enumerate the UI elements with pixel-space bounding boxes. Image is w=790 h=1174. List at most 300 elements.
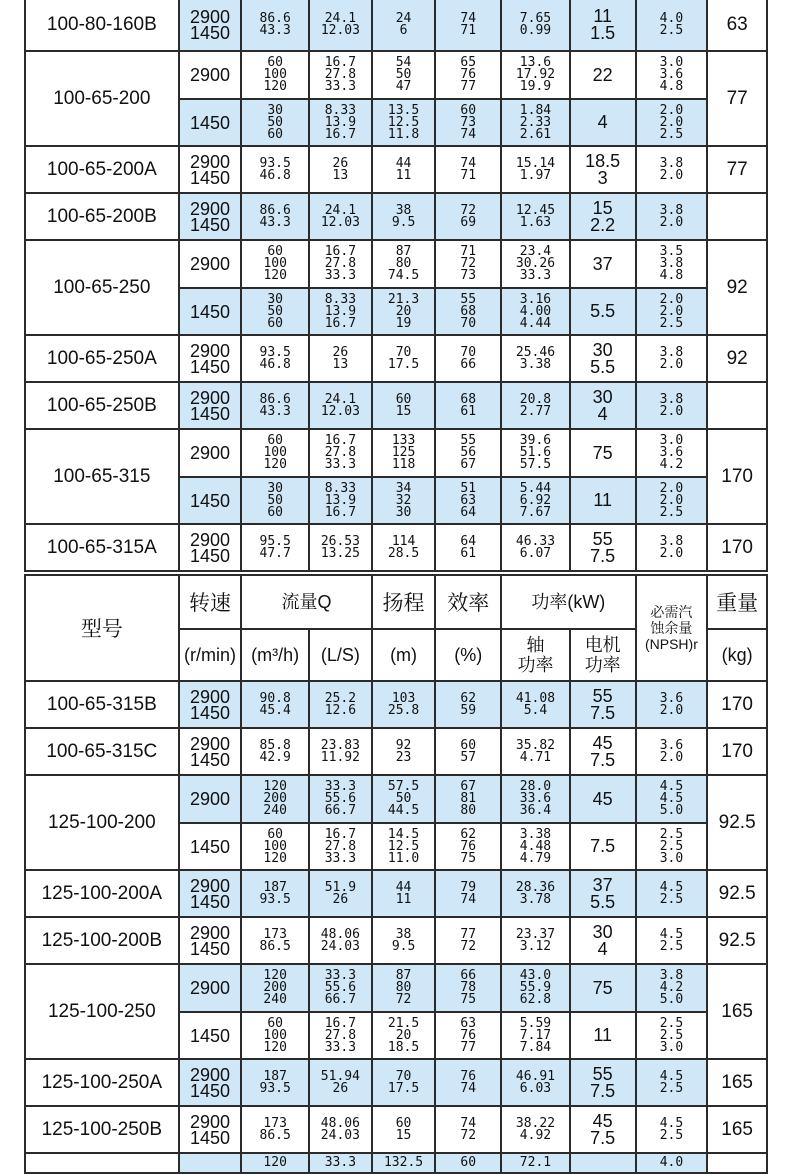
cell-value: 4.0 (659, 11, 684, 26)
cell-value: 1450 (189, 1025, 230, 1046)
npsh-cell (636, 681, 708, 728)
cell-value: 7.17 (519, 1027, 552, 1043)
cell-value: 33.3 (324, 1039, 357, 1055)
cell-value: 60 (460, 737, 477, 753)
head-cell (372, 240, 436, 288)
model-cell: 100-65-250A (25, 335, 179, 382)
cell-value: 77 (460, 79, 477, 94)
model-cell: 125-100-250 (25, 964, 179, 1059)
cell-value: 46.8 (259, 356, 291, 372)
table-row (25, 382, 767, 429)
header-shaft-power-line: 轴 (526, 635, 545, 655)
cell-value: 5.0 (659, 803, 684, 818)
cell-value: 2.5 (659, 1080, 684, 1096)
cell-value: 2900 (189, 733, 230, 754)
cell-value: 30 (592, 339, 613, 360)
cell-value: 120 (263, 1155, 287, 1170)
cell-value: 133 (391, 433, 416, 448)
header-power: 功率(kW) (501, 575, 635, 629)
cell-value: 1450 (189, 214, 231, 235)
cell-value: 74 (460, 155, 477, 171)
cell-value: 7.5 (590, 1080, 616, 1101)
table-row (25, 964, 767, 1012)
npsh-cell (636, 240, 708, 288)
cell-value: 187 (263, 879, 287, 895)
flow-m3h-cell (241, 1153, 309, 1173)
pump-performance-table-bottom (24, 574, 768, 1174)
cell-value: 50 (267, 114, 284, 130)
motor-power-cell (570, 146, 636, 193)
efficiency-cell (435, 51, 501, 99)
speed-cell (179, 917, 242, 964)
cell-value: 7.84 (519, 1039, 552, 1055)
cell-value: 50 (395, 791, 412, 806)
cell-value: 4.92 (519, 1127, 552, 1143)
cell-value: 27.8 (324, 1027, 357, 1043)
motor-power-cell (570, 288, 636, 335)
motor-power-cell (570, 193, 636, 240)
cell-value: 44 (395, 879, 412, 895)
cell-value: 3.8 (659, 344, 684, 360)
weight-cell: 165 (707, 964, 767, 1059)
efficiency-cell (435, 775, 501, 823)
cell-value: 19 (395, 315, 412, 331)
head-cell (372, 477, 436, 524)
head-cell (372, 964, 436, 1012)
header-flow-unit-m3h: (m³/h) (241, 629, 309, 681)
cell-value: 11 (593, 490, 613, 510)
cell-value: 132.5 (383, 1155, 424, 1170)
flow-m3h-cell (241, 1106, 309, 1153)
flow-m3h-cell (241, 51, 309, 99)
cell-value: 16.7 (324, 244, 357, 259)
weight-cell: 92 (707, 335, 767, 382)
cell-value: 67 (460, 457, 477, 472)
cell-value: 28.0 (519, 779, 552, 794)
head-cell (372, 193, 436, 240)
motor-power-cell (570, 524, 636, 571)
head-cell (372, 681, 436, 728)
head-cell (372, 524, 436, 571)
flow-m3h-cell (241, 382, 309, 429)
npsh-cell (636, 823, 708, 870)
cell-value: 13.6 (519, 55, 552, 70)
cell-value: 43.3 (259, 23, 291, 38)
table-row (25, 1059, 767, 1106)
npsh-cell (636, 51, 708, 99)
cell-value: 1450 (189, 545, 231, 566)
cell-value: 3.6 (659, 737, 684, 753)
cell-value: 60 (267, 1015, 283, 1031)
speed-cell (179, 477, 242, 524)
model-cell: 100-65-315A (25, 524, 179, 571)
cell-value: 24.1 (324, 202, 357, 218)
speed-cell (179, 0, 242, 51)
cell-value: 55 (460, 291, 477, 307)
efficiency-cell (435, 870, 501, 917)
cell-value: 51.94 (320, 1068, 360, 1084)
cell-value: 3.38 (519, 826, 552, 842)
cell-value: 2900 (189, 198, 231, 219)
cell-value: 33.6 (519, 791, 552, 806)
cell-value: 72 (460, 202, 477, 218)
cell-value: 12.03 (320, 214, 360, 230)
cell-value: 2.0 (659, 403, 684, 419)
cell-value: 3.78 (519, 891, 552, 907)
cell-value: 5.5 (590, 891, 616, 912)
efficiency-cell (435, 1012, 501, 1059)
npsh-cell (636, 870, 708, 917)
cell-value: 100 (263, 1027, 287, 1043)
cell-value: 1450 (189, 938, 230, 959)
cell-value: 30 (592, 386, 613, 407)
cell-value: 1450 (189, 1127, 230, 1148)
cell-value: 100 (263, 838, 287, 854)
cell-value: 8.33 (324, 291, 357, 307)
flow-ls-cell (309, 917, 372, 964)
model-cell: 100-65-315C (25, 728, 179, 775)
cell-value: 120 (263, 1039, 287, 1055)
flow-ls-cell (309, 524, 372, 571)
cell-value: 3.8 (659, 155, 684, 171)
flow-ls-cell (309, 681, 372, 728)
cell-value: 4.71 (519, 749, 552, 765)
cell-value: 100 (263, 67, 287, 82)
flow-m3h-cell (241, 429, 309, 477)
cell-value: 45 (592, 1110, 613, 1131)
cell-value: 38 (395, 202, 412, 218)
cell-value: 72 (460, 938, 477, 954)
cell-value: 11 (395, 167, 412, 183)
head-cell (372, 1059, 436, 1106)
table-row (25, 775, 767, 823)
header-npsh-line: (NPSH)r (644, 636, 698, 652)
shaft-power-cell (501, 335, 570, 382)
motor-power-cell (570, 99, 636, 146)
header-head: 扬程 (372, 575, 436, 629)
model-cell: 125-100-250A (25, 1059, 179, 1106)
cell-value: 187 (263, 1068, 287, 1084)
cell-value: 11.92 (320, 749, 360, 765)
cell-value: 18.5 (585, 150, 621, 171)
cell-value: 27.8 (324, 67, 357, 82)
cell-value: 5.5 (590, 356, 616, 377)
speed-cell (179, 51, 242, 99)
flow-m3h-cell (241, 870, 309, 917)
cell-value: 16.7 (324, 433, 357, 448)
shaft-power-cell (501, 1153, 570, 1173)
cell-value: 2.5 (659, 938, 684, 954)
cell-value: 4.5 (659, 1115, 684, 1131)
cell-value: 173 (263, 926, 287, 942)
cell-value: 114 (391, 533, 416, 549)
cell-value: 74 (460, 1080, 477, 1096)
cell-value: 1.5 (590, 23, 616, 43)
cell-value: 43.3 (259, 403, 291, 419)
cell-value: 80 (395, 256, 412, 271)
header-efficiency: 效率 (435, 575, 501, 629)
cell-value: 50 (267, 492, 284, 508)
cell-value: 4 (597, 112, 608, 132)
cell-value: 3.8 (659, 256, 684, 271)
shaft-power-cell (501, 870, 570, 917)
weight-cell: 92 (707, 240, 767, 335)
motor-power-cell (570, 1106, 636, 1153)
motor-power-cell (570, 775, 636, 823)
cell-value: 68 (460, 391, 477, 407)
cell-value: 8.33 (324, 102, 357, 118)
shaft-power-cell (501, 1106, 570, 1153)
cell-value: 70 (395, 1068, 412, 1084)
cell-value: 15.14 (515, 155, 556, 171)
cell-value: 18.5 (387, 1039, 420, 1055)
cell-value: 120 (263, 457, 287, 472)
table-row (25, 524, 767, 571)
cell-value: 28.36 (515, 879, 556, 895)
cell-value: 24.1 (324, 11, 357, 26)
cell-value: 4.5 (659, 791, 684, 806)
speed-cell (179, 335, 242, 382)
cell-value: 3.6 (659, 690, 684, 706)
cell-value: 2900 (189, 875, 230, 896)
cell-value: 59 (460, 702, 477, 718)
efficiency-cell (435, 382, 501, 429)
cell-value: 6 (399, 23, 408, 38)
cell-value: 4.5 (659, 926, 684, 942)
head-cell (372, 728, 436, 775)
flow-m3h-cell (241, 823, 309, 870)
npsh-cell (636, 288, 708, 335)
head-cell (372, 429, 436, 477)
efficiency-cell (435, 99, 501, 146)
shaft-power-cell (501, 288, 570, 335)
cell-value: 56 (460, 445, 477, 460)
cell-value: 9.5 (391, 938, 416, 954)
cell-value: 47 (395, 79, 412, 94)
cell-value: 30 (267, 102, 284, 118)
cell-value: 34 (395, 480, 412, 496)
motor-power-cell (570, 429, 636, 477)
cell-value: 46.91 (515, 1068, 556, 1084)
cell-value: 1450 (189, 23, 231, 43)
cell-value: 30 (267, 291, 284, 307)
speed-cell (179, 823, 242, 870)
cell-value: 4.2 (659, 980, 684, 995)
flow-m3h-cell (241, 288, 309, 335)
cell-value: 2900 (189, 789, 230, 809)
cell-value: 4.5 (659, 1068, 684, 1084)
header-motor-power (570, 629, 636, 681)
cell-value: 55.6 (324, 980, 357, 995)
cell-value: 13.5 (387, 102, 420, 118)
cell-value: 57.5 (519, 457, 552, 472)
table-row (25, 240, 767, 288)
cell-value: 2.5 (659, 1015, 684, 1031)
cell-value: 2.77 (519, 403, 552, 419)
cell-value: 46.8 (259, 167, 291, 183)
cell-value: 60 (267, 433, 284, 448)
cell-value: 240 (263, 803, 287, 818)
cell-value: 28.5 (387, 545, 420, 561)
shaft-power-cell (501, 823, 570, 870)
flow-m3h-cell (241, 775, 309, 823)
cell-value: 2900 (189, 7, 231, 27)
shaft-power-cell (501, 146, 570, 193)
cell-value: 75 (592, 442, 613, 463)
speed-cell (179, 1153, 242, 1173)
motor-power-cell (570, 0, 636, 51)
cell-value: 2.0 (659, 214, 684, 230)
cell-value: 103 (391, 690, 416, 706)
head-cell (372, 382, 436, 429)
weight-cell: 170 (707, 681, 767, 728)
cell-value: 7.5 (590, 1127, 616, 1148)
cell-value: 16.7 (324, 55, 357, 70)
cell-value: 55 (592, 528, 613, 549)
cell-value: 93.5 (259, 1080, 291, 1096)
cell-value: 74 (460, 891, 477, 907)
cell-value: 90.8 (259, 690, 291, 706)
table-row (25, 1106, 767, 1153)
npsh-cell (636, 1012, 708, 1059)
shaft-power-cell (501, 1012, 570, 1059)
flow-m3h-cell (241, 1059, 309, 1106)
weight-cell: 77 (707, 51, 767, 146)
motor-power-cell (570, 870, 636, 917)
cell-value: 60 (460, 1155, 477, 1170)
npsh-cell (636, 146, 708, 193)
flow-ls-cell (309, 382, 372, 429)
cell-value: 55 (460, 433, 477, 448)
efficiency-cell (435, 917, 501, 964)
motor-power-cell (570, 917, 636, 964)
weight-cell: 165 (707, 1106, 767, 1153)
model-cell: 100-80-160B (25, 0, 179, 51)
weight-cell: 92.5 (707, 917, 767, 964)
speed-cell (179, 1012, 242, 1059)
model-cell: 100-65-250B (25, 382, 179, 429)
cell-value: 1450 (189, 490, 231, 511)
header-shaft-power (501, 629, 570, 681)
cell-value: 1450 (189, 702, 230, 723)
flow-ls-cell (309, 823, 372, 870)
cell-value: 1.84 (519, 102, 552, 118)
cell-value: 69 (460, 214, 477, 230)
shaft-power-cell (501, 477, 570, 524)
cell-value: 2.5 (659, 826, 684, 842)
speed-cell (179, 1059, 242, 1106)
cell-value: 8.33 (324, 480, 357, 496)
cell-value: 66 (460, 968, 477, 983)
cell-value: 87 (395, 968, 412, 983)
cell-value: 65 (460, 55, 477, 70)
efficiency-cell (435, 335, 501, 382)
cell-value: 26 (332, 344, 349, 360)
cell-value: 11.8 (387, 126, 420, 142)
header-motor-power-line: 功率 (584, 655, 621, 675)
head-cell (372, 775, 436, 823)
cell-value: 63 (460, 492, 477, 508)
shaft-power-cell (501, 193, 570, 240)
cell-value: 24.03 (320, 938, 360, 954)
cell-value: 80 (460, 803, 477, 818)
npsh-cell (636, 335, 708, 382)
cell-value: 38.22 (515, 1115, 556, 1131)
header-flow: 流量Q (241, 575, 371, 629)
cell-value: 2.0 (659, 492, 684, 508)
flow-m3h-cell (241, 0, 309, 51)
model-cell: 100-65-315B (25, 681, 179, 728)
npsh-cell (636, 524, 708, 571)
cell-value: 74.5 (387, 268, 420, 283)
flow-m3h-cell (241, 917, 309, 964)
cell-value: 66 (460, 356, 477, 372)
cell-value: 2.33 (519, 114, 552, 130)
cell-value: 27.8 (324, 445, 357, 460)
cell-value: 13 (332, 356, 349, 372)
weight-cell: 92.5 (707, 775, 767, 870)
head-cell (372, 1153, 436, 1173)
model-cell: 125-100-200 (25, 775, 179, 870)
motor-power-cell (570, 51, 636, 99)
flow-ls-cell (309, 429, 372, 477)
cell-value: 44 (395, 155, 412, 171)
cell-value: 12.5 (387, 838, 420, 854)
efficiency-cell (435, 146, 501, 193)
cell-value: 16.7 (324, 504, 357, 520)
cell-value: 71 (460, 167, 477, 183)
table-row (25, 917, 767, 964)
shaft-power-cell (501, 429, 570, 477)
table-row (25, 146, 767, 193)
cell-value: 23.4 (519, 244, 552, 259)
npsh-cell (636, 1153, 708, 1173)
motor-power-cell (570, 382, 636, 429)
cell-value: 27.8 (324, 256, 357, 271)
cell-value: 2900 (189, 1064, 230, 1085)
cell-value: 45 (592, 732, 613, 753)
npsh-cell (636, 193, 708, 240)
flow-m3h-cell (241, 681, 309, 728)
cell-value: 12.5 (387, 114, 420, 130)
cell-value: 33.3 (324, 268, 357, 283)
head-cell (372, 870, 436, 917)
cell-value: 30 (592, 921, 613, 942)
cell-value: 15 (395, 403, 412, 419)
model-cell: 100-65-315 (25, 429, 179, 524)
cell-value: 2.0 (659, 167, 684, 183)
cell-value: 12.03 (320, 23, 360, 38)
cell-value: 6.92 (519, 492, 552, 508)
shaft-power-cell (501, 1059, 570, 1106)
cell-value: 1450 (189, 1080, 230, 1101)
cell-value: 51.6 (519, 445, 552, 460)
cell-value: 75 (460, 992, 477, 1007)
cell-value: 2.5 (659, 126, 684, 142)
head-cell (372, 1012, 436, 1059)
cell-value: 4.8 (659, 79, 684, 94)
cell-value: 23.37 (515, 926, 556, 942)
table-row (25, 1153, 767, 1173)
cell-value: 4.2 (659, 457, 684, 472)
speed-cell (179, 429, 242, 477)
cell-value: 1.97 (519, 167, 552, 183)
cell-value: 92 (395, 737, 412, 753)
cell-value: 76 (460, 838, 477, 854)
cell-value: 4.48 (519, 838, 552, 854)
cell-value: 2.5 (659, 891, 684, 907)
cell-value: 30 (395, 504, 412, 520)
